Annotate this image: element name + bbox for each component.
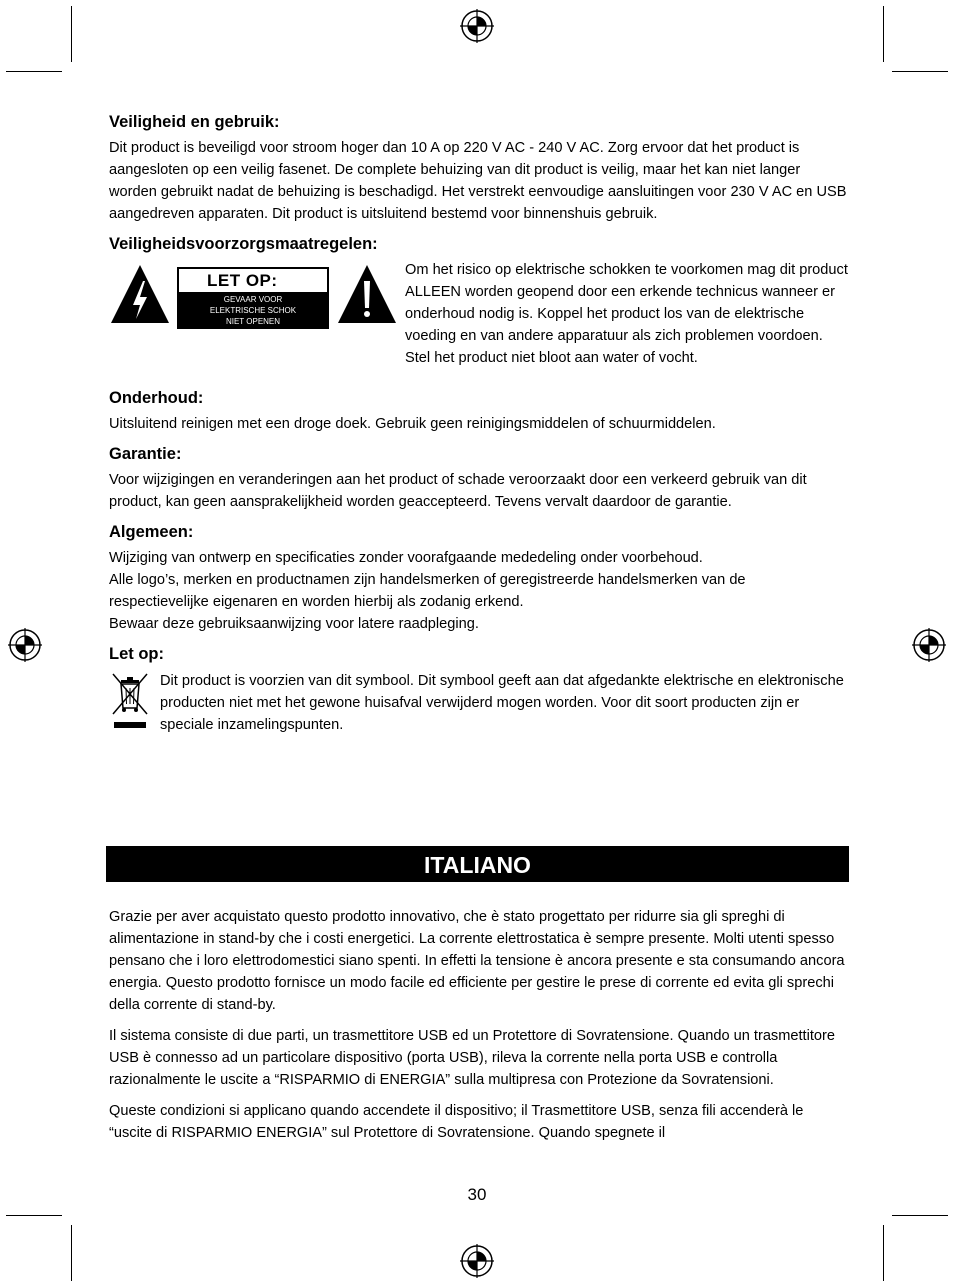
section-heading: Algemeen:	[109, 523, 194, 541]
warning-label-title: LET OP:	[179, 269, 327, 292]
crop-mark	[6, 71, 62, 72]
italian-content	[109, 906, 849, 1153]
page-number: 30	[467, 1185, 487, 1204]
section-text: Bewaar deze gebruiksaanwijzing voor latere raadpleging.	[109, 616, 479, 632]
section-voorzorg	[109, 234, 849, 379]
section-text: Om het risico op elektrische schokken te voorkomen mag dit product ALLEEN worden geopend door een erkende technicus wanneer er onderhoud nodig is. Koppel het product los van de elektrische voeding en van andere apparatuur als zich problemen voordoen. Stel het product niet bloot aan water of vocht.	[405, 262, 848, 366]
crop-mark	[71, 1225, 72, 1281]
section-heading: Veiligheid en gebruik:	[109, 113, 280, 131]
section-text: Wijziging van ontwerp en specificaties zonder voorafgaande mededeling onder voorbehoud.	[109, 550, 703, 566]
crop-mark	[6, 1215, 62, 1216]
paragraph: Queste condizioni si applicano quando accendete il dispositivo; il Trasmettitore USB, senza fili accenderà le “uscite di RISPARMIO ENERGIA” sul Protettore di Sovratensione. Quando spegnete il	[109, 1103, 804, 1141]
language-bar: ITALIANO	[106, 846, 849, 882]
registration-mark-icon	[460, 1244, 494, 1278]
lightning-warning-icon	[109, 263, 171, 325]
paragraph: Grazie per aver acquistato questo prodotto innovativo, che è stato progettato per ridurre sia gli spreghi di alimentazione in stand-by che i costi energetici. La corrente elettrostatica è sempre presente. Molti utenti spesso pensano che i loro elettrodomestici siano spenti. In effetti la tensione è ancora presente e sta consumando ancora energia. Questo prodotto fornisce un modo facile ed efficiente per gestire le prese di corrente ed evita gli sprechi della corrente di stand-by.	[109, 909, 845, 1013]
crop-mark	[71, 6, 72, 62]
exclamation-warning-icon	[336, 263, 398, 325]
crop-mark	[883, 1225, 884, 1281]
section-letop	[109, 644, 849, 736]
section-algemeen	[109, 522, 849, 635]
section-text: Dit product is voorzien van dit symbool. Dit symbool geeft aan dat afgedankte elektrische en elektronische producten niet met het gewone huisafval verwijderd mogen worden. Voor dit soort producten zijn er speciale inzamelingspunten.	[160, 673, 844, 733]
section-heading: Garantie:	[109, 445, 182, 463]
section-text: Alle logo’s, merken en productnamen zijn handelsmerken of geregistreerde handelsmerken van de respectievelijke eigenaren en worden hierbij als zodanig erkend.	[109, 572, 746, 610]
warning-label	[177, 267, 329, 329]
crop-mark	[883, 6, 884, 62]
section-heading: Onderhoud:	[109, 389, 204, 407]
safety-symbols	[109, 259, 405, 379]
registration-mark-icon	[460, 9, 494, 43]
weee-bin-icon	[111, 672, 151, 732]
weee-symbol	[109, 670, 160, 736]
section-text: Voor wijzigingen en veranderingen aan het product of schade veroorzaakt door een verkeerd gebruik van dit product, kan geen aansprakelijkheid worden geaccepteerd. Tevens vervalt daardoor de garantie.	[109, 472, 807, 510]
crop-mark	[892, 1215, 948, 1216]
crop-mark	[892, 71, 948, 72]
section-veiligheid	[109, 112, 849, 225]
section-garantie	[109, 444, 849, 513]
section-heading: Let op:	[109, 645, 164, 663]
section-onderhoud	[109, 388, 849, 435]
section-text: Dit product is beveiligd voor stroom hoger dan 10 A op 220 V AC - 240 V AC. Zorg ervoor dat het product is aangesloten op een veilig fasenet. De complete behuizing van dit product is veilig, maar het kan niet langer worden gebruikt nadat de behuizing is beschadigd. Het verstrekt eenvoudige aansluitingen voor 230 V AC en USB aangedreven apparaten. Dit product is uitsluitend bestemd voor binnenshuis gebruik.	[109, 140, 847, 222]
section-heading: Veiligheidsvoorzorgsmaatregelen:	[109, 235, 378, 253]
warning-label-text: GEVAAR VOOR ELEKTRISCHE SCHOK NIET OPENEN	[209, 295, 297, 326]
section-text: Uitsluitend reinigen met een droge doek. Gebruik geen reinigingsmiddelen of schuurmiddelen.	[109, 416, 716, 432]
registration-mark-icon	[8, 628, 42, 662]
dutch-content	[109, 112, 849, 745]
registration-mark-icon	[912, 628, 946, 662]
paragraph: Il sistema consiste di due parti, un trasmettitore USB ed un Protettore di Sovratensione. Quando un trasmettitore USB è connesso ad un particolare dispositivo (porta USB), rileva la corrente nella porta USB e controlla razionalmente le uscite a “RISPARMIO di ENERGIA” sulla multipresa con Protezione da Sovratensioni.	[109, 1028, 836, 1088]
